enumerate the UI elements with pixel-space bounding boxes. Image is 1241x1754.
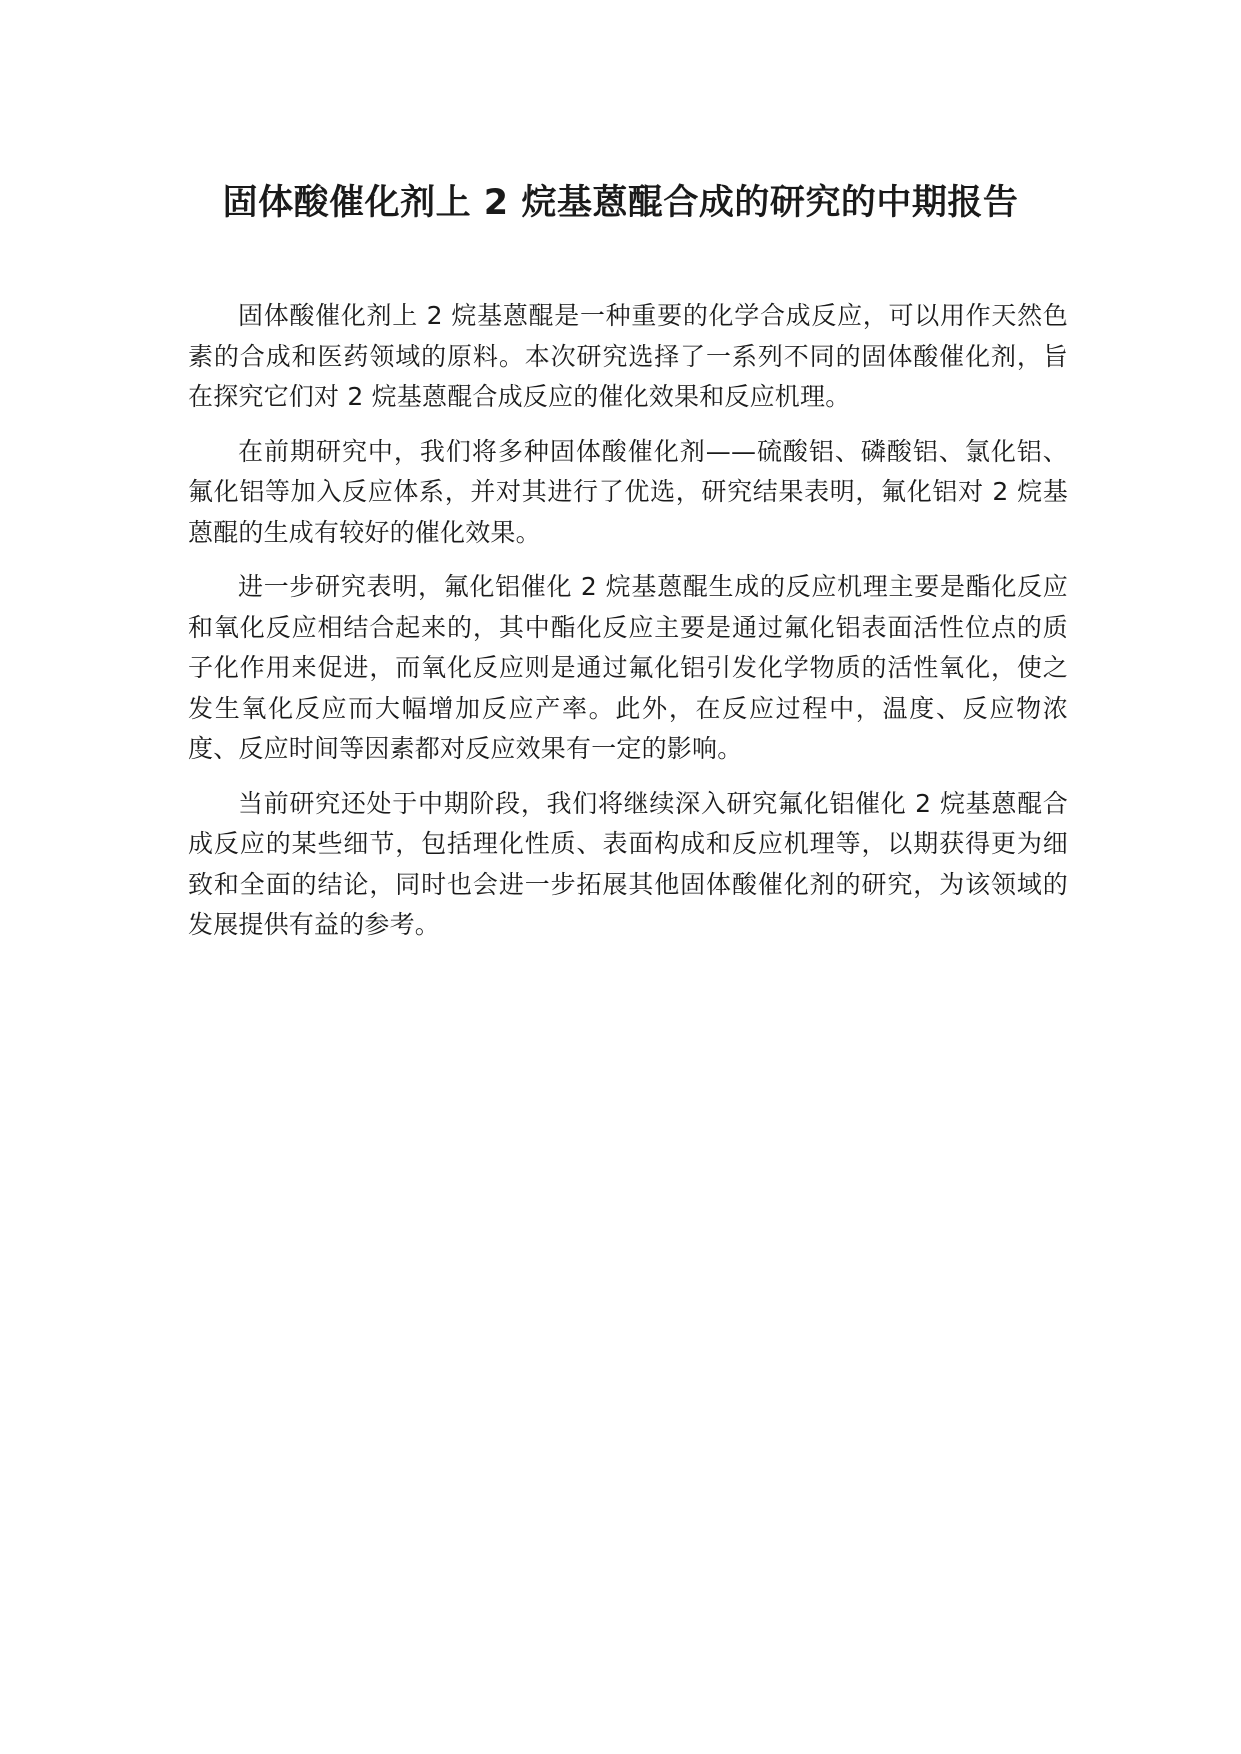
paragraph: 当前研究还处于中期阶段，我们将继续深入研究氟化铝催化 2 烷基蒽醌合成反应的某些细节，包括理化性质、表面构成和反应机理等，以期获得更为细致和全面的结论，同时也会进一步拓展其他固体酸催化剂的研究，为该领域的发展提供有益的参考。 xyxy=(188,788,1068,939)
document-body xyxy=(188,296,1068,960)
paragraph: 在前期研究中，我们将多种固体酸催化剂——硫酸铝、磷酸铝、氯化铝、氟化铝等加入反应体系，并对其进行了优选，研究结果表明，氟化铝对 2 烷基蒽醌的生成有较好的催化效果。 xyxy=(188,436,1068,547)
paragraph: 固体酸催化剂上 2 烷基蒽醌是一种重要的化学合成反应，可以用作天然色素的合成和医药领域的原料。本次研究选择了一系列不同的固体酸催化剂，旨在探究它们对 2 烷基蒽醌合成反应的催化效果和反应机理。 xyxy=(188,301,1068,411)
document-title: 固体酸催化剂上 2 烷基蒽醌合成的研究的中期报告 xyxy=(222,183,1019,223)
paragraph: 进一步研究表明，氟化铝催化 2 烷基蒽醌生成的反应机理主要是酯化反应和氧化反应相结合起来的，其中酯化反应主要是通过氟化铝表面活性位点的质子化作用来促进，而氧化反应则是通过氟化铝引发化学物质的活性氧化，使之发生氧化反应而大幅增加反应产率。此外，在反应过程中，温度、反应物浓度、反应时间等因素都对反应效果有一定的影响。 xyxy=(188,572,1068,763)
